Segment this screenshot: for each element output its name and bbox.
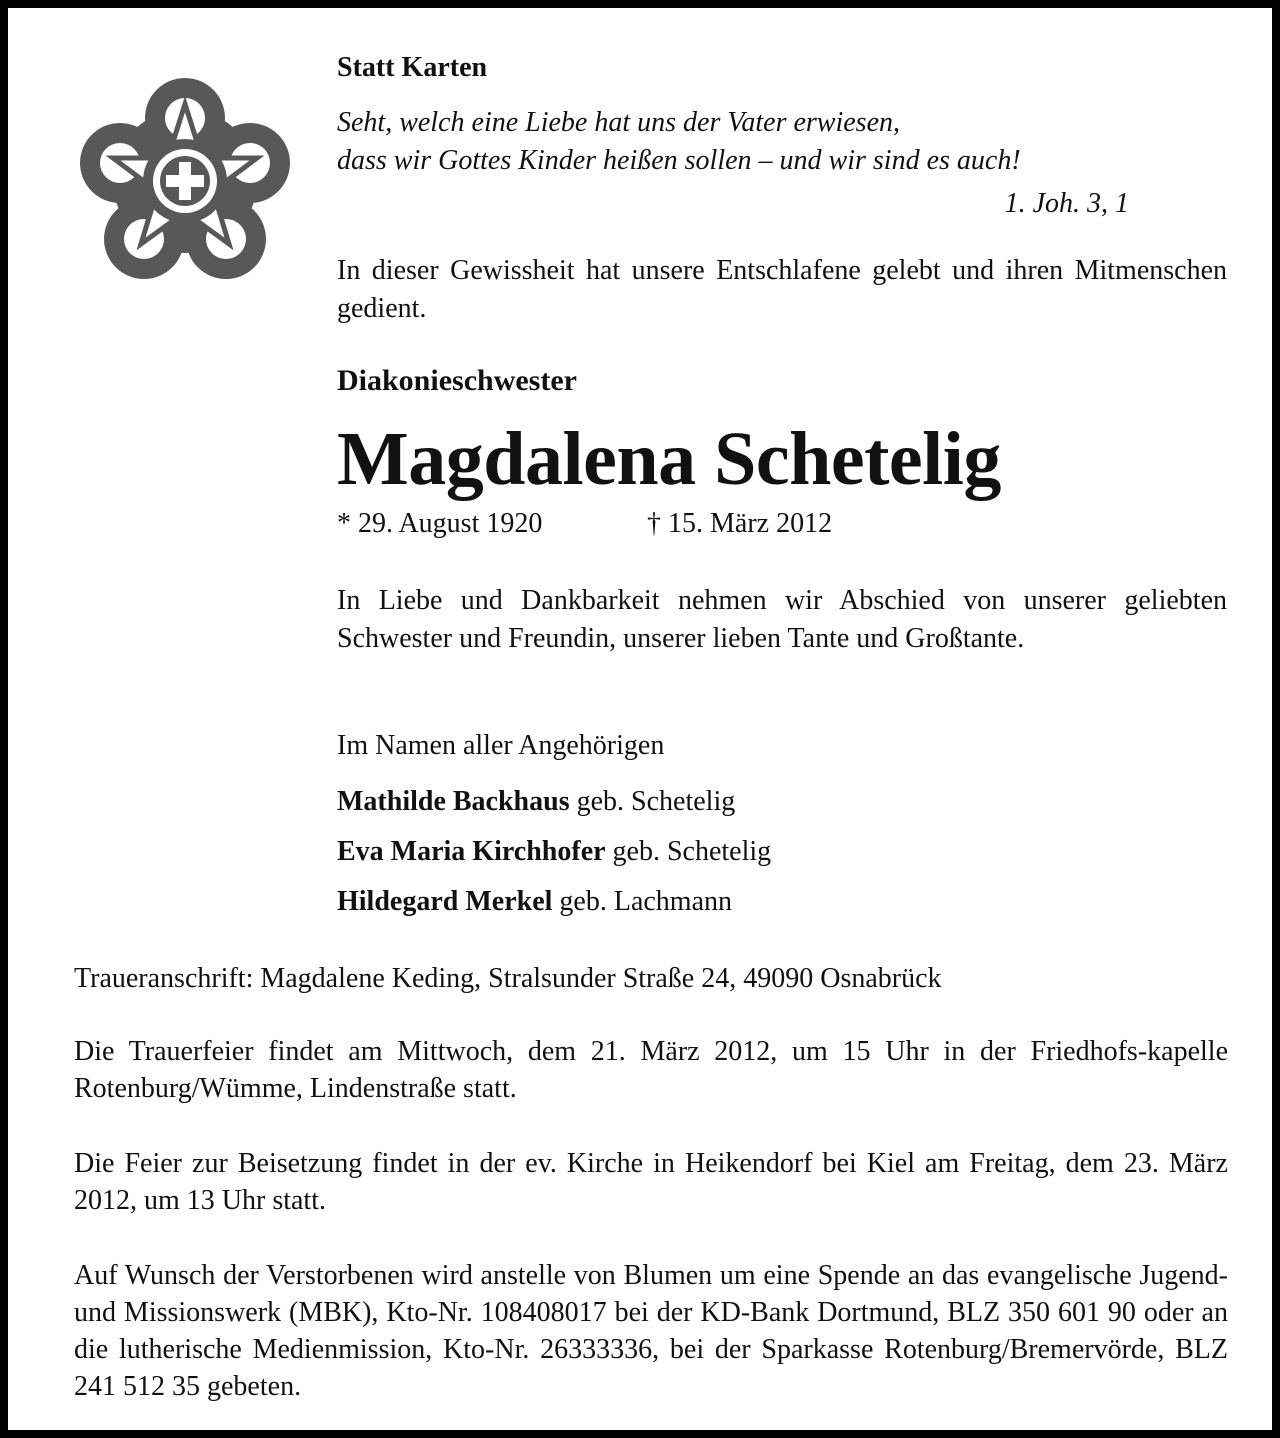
relative-entry <box>337 786 1227 818</box>
funeral-service-info: Die Trauerfeier findet am Mittwoch, dem 21. März 2012, um 15 Uhr in der Friedhofs-kapelle Rotenburg/Wümme, Lindenstraße statt. <box>74 1036 1228 1104</box>
luther-rose-icon <box>76 74 294 282</box>
intro-paragraph: In dieser Gewissheit hat unsere Entschlafene gelebt und ihren Mitmenschen gedient. <box>337 255 1227 324</box>
relative-name: Mathilde Backhaus <box>337 786 570 817</box>
birth-date: * 29. August 1920 <box>337 508 543 539</box>
deceased-name: Magdalena Schetelig <box>337 417 1001 501</box>
relative-note: geb. Schetelig <box>576 786 736 817</box>
farewell-paragraph: In Liebe und Dankbarkeit nehmen wir Abschied von unserer geliebten Schwester und Freundin, unserer lieben Tante und Großtante. <box>337 585 1227 654</box>
verse-reference: 1. Joh. 3, 1 <box>1004 188 1129 219</box>
relative-note: geb. Lachmann <box>559 886 732 917</box>
relative-name: Hildegard Merkel <box>337 886 553 917</box>
verse-line-1: Seht, welch eine Liebe hat uns der Vater erwiesen, <box>337 107 900 138</box>
relatives-intro: Im Namen aller Angehörigen <box>337 730 665 761</box>
relative-note: geb. Schetelig <box>612 836 772 867</box>
mourning-address: Traueranschrift: Magdalene Keding, Stralsunder Straße 24, 49090 Osnabrück <box>74 963 942 994</box>
deceased-title: Diakonieschwester <box>337 364 577 397</box>
bible-verse <box>337 104 1237 180</box>
burial-info: Die Feier zur Beisetzung findet in der ev. Kirche in Heikendorf bei Kiel am Freitag, dem 23. März 2012, um 13 Uhr statt. <box>74 1148 1228 1216</box>
relative-entry <box>337 886 1227 918</box>
statt-karten-heading: Statt Karten <box>337 52 488 83</box>
life-dates <box>337 508 1227 540</box>
death-date: † 15. März 2012 <box>647 508 833 539</box>
donation-request: Auf Wunsch der Verstorbenen wird anstelle von Blumen um eine Spende an das evangelische Jugend- und Missionswerk (MBK), Kto-Nr. 108408017 bei der KD-Bank Dortmund, BLZ 350 601 90 oder an die lutherische Medienmission, Kto-Nr. 26333336, bei der Sparkasse Rotenburg/Bremervörde, BLZ 241 512 35 gebeten. <box>74 1260 1228 1402</box>
verse-line-2: dass wir Gottes Kinder heißen sollen – und wir sind es auch! <box>337 145 1021 176</box>
relative-entry <box>337 836 1227 868</box>
relative-name: Eva Maria Kirchhofer <box>337 836 606 867</box>
